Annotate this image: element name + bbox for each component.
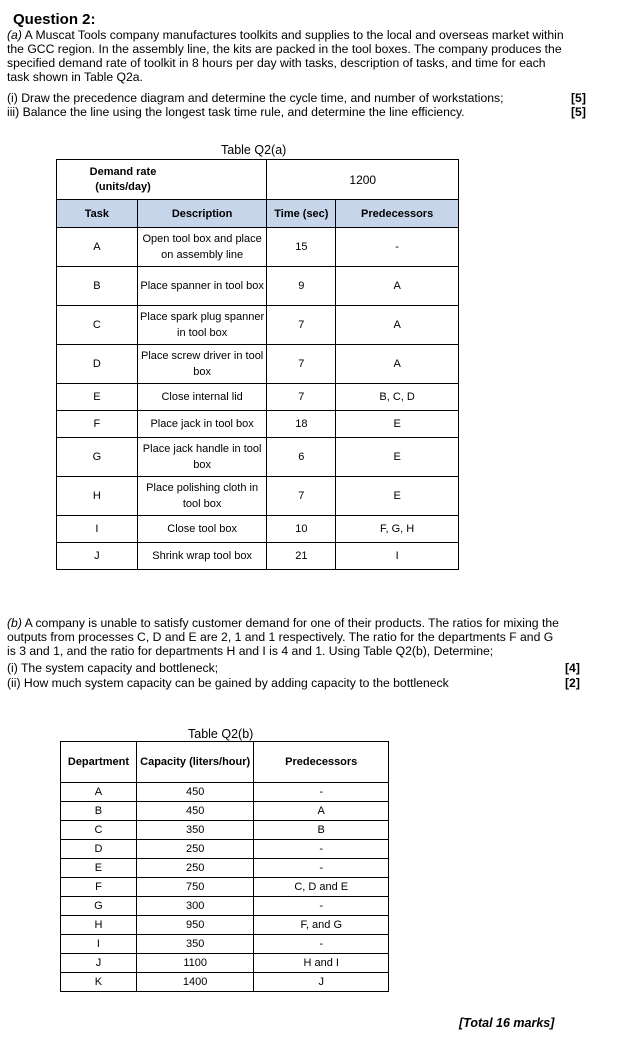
table-row: G Place jack handle in tool box 6 E — [57, 438, 459, 477]
demand-rate-row — [57, 160, 459, 200]
part-b-line-2: outputs from processes C, D and E are 2, 1 and 1 respectively. The ratio for the departments F and G — [7, 630, 554, 644]
total-marks: [Total 16 marks] — [459, 1016, 555, 1030]
header-time: Time (sec) — [267, 200, 336, 228]
table-row: D 250 - — [61, 840, 389, 859]
table-row: D Place screw driver in tool box 7 A — [57, 345, 459, 384]
table-b-caption: Table Q2(b) — [188, 727, 254, 741]
part-a-sub-i-marks: [5] — [571, 91, 586, 105]
table-a-header — [57, 200, 459, 228]
header-description: Description — [137, 200, 267, 228]
table-row: H Place polishing cloth in tool box 7 E — [57, 477, 459, 516]
table-q2b — [60, 741, 389, 992]
table-q2a — [56, 159, 459, 570]
part-a-line-3: specified demand rate of toolkit in 8 hours per day with tasks, description of tasks, and time for each — [7, 56, 546, 70]
table-row: E 250 - — [61, 859, 389, 878]
part-b-sub-ii-marks: [2] — [565, 676, 580, 690]
table-row: H 950 F, and G — [61, 916, 389, 935]
table-row: J Shrink wrap tool box 21 I — [57, 543, 459, 570]
table-row: A Open tool box and place on assembly line 15 - — [57, 228, 459, 267]
header-department: Department — [61, 742, 137, 783]
table-row: J 1100 H and I — [61, 954, 389, 973]
part-a-sub-ii: iii) Balance the line using the longest task time rule, and determine the line efficiency. — [7, 105, 465, 119]
header-task: Task — [57, 200, 138, 228]
header-predecessors: Predecessors — [336, 200, 459, 228]
table-row: B Place spanner in tool box 9 A — [57, 267, 459, 306]
part-b-sub-i-marks: [4] — [565, 661, 580, 675]
demand-rate-label: Demand rate (units/day) — [57, 160, 267, 200]
table-row: A 450 - — [61, 783, 389, 802]
question-title: Question 2: — [13, 11, 96, 28]
part-a-label: (a) — [7, 28, 22, 42]
part-b-line-1: (b) A company is unable to satisfy customer demand for one of their products. The ratios for mixing the — [7, 616, 559, 630]
part-b-line-3: is 3 and 1, and the ratio for departments H and I is 4 and 1. Using Table Q2(b), Determine; — [7, 644, 494, 658]
table-row: I Close tool box 10 F, G, H — [57, 516, 459, 543]
header-capacity: Capacity (liters/hour) — [136, 742, 254, 783]
part-a-sub-i: (i) Draw the precedence diagram and determine the cycle time, and number of workstations; — [7, 91, 504, 105]
table-row: G 300 - — [61, 897, 389, 916]
table-row: K 1400 J — [61, 973, 389, 992]
part-a-line-2: the GCC region. In the assembly line, the kits are packed in the tool boxes. The company produces the — [7, 42, 562, 56]
part-a-line-1: (a) A Muscat Tools company manufactures toolkits and supplies to the local and overseas market within — [7, 28, 564, 42]
table-row: B 450 A — [61, 802, 389, 821]
table-row: I 350 - — [61, 935, 389, 954]
header-predecessors: Predecessors — [254, 742, 389, 783]
table-row: F Place jack in tool box 18 E — [57, 411, 459, 438]
part-b-sub-i: (i) The system capacity and bottleneck; — [7, 661, 219, 675]
part-b-label: (b) — [7, 616, 22, 630]
table-a-caption: Table Q2(a) — [221, 143, 287, 157]
part-a-sub-ii-marks: [5] — [571, 105, 586, 119]
demand-rate-value: 1200 — [267, 160, 459, 200]
part-b-sub-ii: (ii) How much system capacity can be gained by adding capacity to the bottleneck — [7, 676, 449, 690]
table-row: C 350 B — [61, 821, 389, 840]
table-b-header — [61, 742, 389, 783]
table-row: C Place spark plug spanner in tool box 7 A — [57, 306, 459, 345]
table-row: F 750 C, D and E — [61, 878, 389, 897]
part-a-line-4: task shown in Table Q2a. — [7, 70, 143, 84]
table-row: E Close internal lid 7 B, C, D — [57, 384, 459, 411]
